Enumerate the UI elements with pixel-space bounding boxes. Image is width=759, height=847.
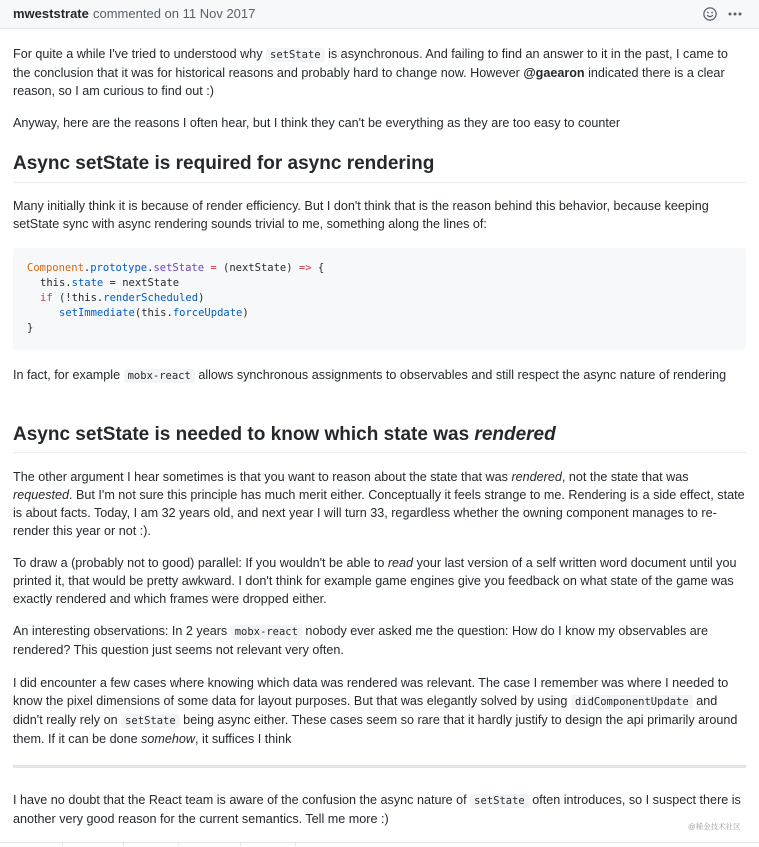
- footer-separator: [178, 842, 179, 846]
- inline-code: setState: [266, 48, 325, 62]
- inline-code: mobx-react: [231, 625, 302, 639]
- paragraph-parallel: To draw a (probably not to good) parallel: If you wouldn't be able to read your last version of a self written word document until you printed it, that would be pretty awkward. I don't think for example game engines give you feedback on what state of the game was exactly rendered and which frames were dropped either.: [13, 556, 737, 606]
- code-block: [13, 248, 746, 350]
- paragraph-observations: An interesting observations: In 2 years mobx-react nobody ever asked me the question: How do I know my observables are rendered? This question just seems not relevant very often.: [13, 624, 708, 657]
- paragraph-intro: For quite a while I've tried to understood why setState is asynchronous. And failing to find an answer to it in the past, I came to the conclusion that it was for historical reasons and probably hard to change now. However @gaearon indicated there is a clear reason, so I am curious to find out :): [13, 47, 728, 98]
- footer-divider: [0, 842, 759, 847]
- inline-code: setState: [470, 794, 529, 808]
- footer-separator: [240, 842, 241, 846]
- kebab-horizontal-icon[interactable]: [727, 6, 743, 22]
- footer-separator: [295, 842, 296, 846]
- paragraph-mobx-react: In fact, for example mobx-react allows synchronous assignments to observables and still respect the async nature of rendering: [13, 368, 727, 382]
- heading-rendered-state: Async setState is needed to know which state was rendered: [13, 422, 746, 453]
- code-line: setImmediate(this.forceUpdate): [59, 307, 249, 319]
- horizontal-rule: [13, 765, 746, 768]
- code-line: Component.prototype.setState = (nextState) => {: [27, 262, 325, 274]
- paragraph-cases: I did encounter a few cases where knowing which data was rendered was relevant. The case I remember was where I needed to know the pixel dimensions of some data for layout purposes. But that was elegantly solved by using didComponentUpdate and didn't really rely on setState being async either. These cases seem so rare that it hardly justify to design the api primarily around them. If it can be done somehow, it suffices I think: [13, 676, 738, 746]
- paragraph-conclusion: I have no doubt that the React team is aware of the confusion the async nature of setState often introduces, so I suspect there is another very good reason for the current semantics. Tell me more :): [13, 793, 741, 826]
- paragraph-other-argument: The other argument I hear sometimes is that you want to reason about the state that was rendered, not the state that was requested. But I'm not sure this principle has much merit either. Conceptually it feels strange to me. Rendering is a side effect, state is about facts. Today, I am 32 years old, and next year I will turn 33, regardless whether the owning component manages to re-render this year or not :).: [13, 470, 745, 538]
- footer-separator: [123, 842, 124, 846]
- code-line: }: [27, 322, 34, 334]
- paragraph-reasons: Anyway, here are the reasons I often hear, but I think they can't be everything as they are too easy to counter: [13, 116, 621, 130]
- smiley-icon[interactable]: [703, 7, 717, 21]
- inline-code: setState: [121, 714, 180, 728]
- inline-code: mobx-react: [124, 369, 195, 383]
- heading-async-rendering: Async setState is required for async rendering: [13, 151, 746, 183]
- inline-code: didComponentUpdate: [571, 695, 693, 709]
- comment-timestamp[interactable]: commented on 11 Nov 2017: [93, 6, 256, 21]
- code-line: if (!this.renderScheduled): [40, 292, 205, 304]
- paragraph-render-efficiency: Many initially think it is because of render efficiency. But I don't think that is the reason behind this behavior, because keeping setState sync with async rendering sounds trivial to me, something along the lines of:: [13, 199, 709, 231]
- watermark: @稀金技术社区: [688, 822, 741, 831]
- comment-author[interactable]: mweststrate: [13, 6, 89, 21]
- user-mention[interactable]: @gaearon: [523, 66, 585, 80]
- footer-separator: [62, 842, 63, 846]
- comment-header: [0, 0, 759, 29]
- code-line: this.state = nextState: [40, 277, 180, 289]
